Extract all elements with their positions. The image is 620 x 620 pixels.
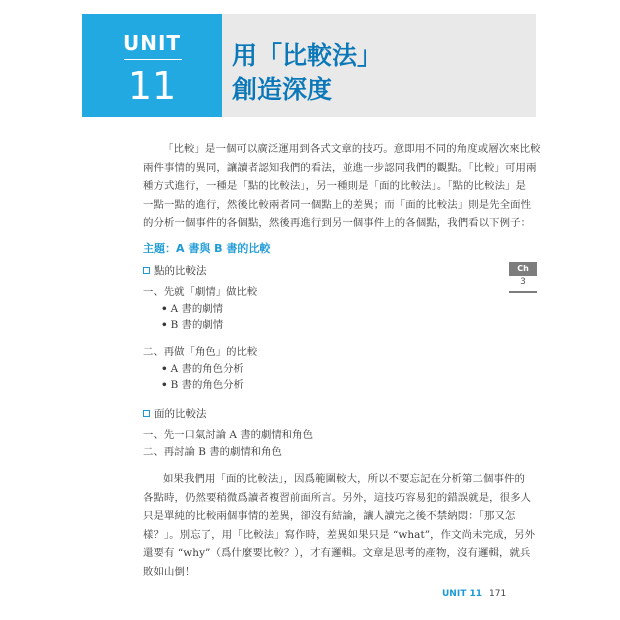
text-line: 如果我們用「面的比較法」，因爲範圍較大，所以不要忘記在分析第二個事件的 <box>163 473 525 485</box>
text-line: 還要有 “why”（爲什麼要比較？），才有邏輯。文章是思考的產物，沒有邏輯，就兵 <box>143 547 531 560</box>
chapter-tab-label: Ch <box>509 262 537 276</box>
bullet-text: B 書的角色分析 <box>170 379 244 391</box>
point-method-heading <box>143 263 207 278</box>
bullet-icon: • <box>161 363 168 375</box>
chapter-title-line2: 創造深度 <box>232 75 333 104</box>
bullet-text: A 書的劇情 <box>170 303 224 315</box>
chapter-tab-rule <box>509 291 537 293</box>
bullet-text: B 書的劇情 <box>170 319 224 331</box>
chapter-title-line1: 用「比較法」 <box>232 41 383 70</box>
chapter-title-block <box>222 14 536 117</box>
bullet-item <box>161 378 244 392</box>
face-method-heading <box>143 406 207 421</box>
list-item: 二、再做「角色」的比較 <box>143 346 258 358</box>
text-line: 兩件事情的異同，讓讀者認知我們的看法，並進一步認同我們的觀點。「比較」可用兩 <box>143 161 537 174</box>
conclusion-paragraph <box>143 470 536 582</box>
text-line: 各點時，仍然要稍微爲讀者複習前面所言。另外，這技巧容易犯的錯誤就是，很多人 <box>143 491 532 504</box>
bullet-item <box>161 362 244 376</box>
text-line: 「比較」是一個可以廣泛運用到各式文章的技巧。意即用不同的角度或層次來比較 <box>163 143 541 155</box>
unit-header-block <box>82 14 222 117</box>
bullet-icon: • <box>161 379 168 391</box>
face-method-label: 面的比較法 <box>154 408 207 420</box>
chapter-tab <box>509 262 537 294</box>
page-number: 171 <box>489 589 507 599</box>
bullet-text: A 書的角色分析 <box>170 363 244 375</box>
text-line: 一點一點的進行，然後比較兩者同一個點上的差異；而「面的比較法」則是先全面性 <box>143 198 532 211</box>
text-line: 只是單純的比較兩個事情的差異，卻沒有結論，讓人讀完之後不禁納悶：「那又怎 <box>143 510 516 523</box>
text-line: 的分析一個事件的各個點，然後再進行到另一個事件上的各個點，我們看以下例子： <box>143 217 532 230</box>
text-line: 樣？」。別忘了，用「比較法」寫作時，差異如果只是 “what”，作文尚未完成，另外 <box>143 528 536 541</box>
bullet-item <box>161 318 223 332</box>
checkbox-square-icon <box>143 410 150 417</box>
topic-heading: 主題：A 書與 B 書的比較 <box>143 242 271 255</box>
list-item: 二、再討論 B 書的劇情和角色 <box>143 446 282 458</box>
list-item: 一、先一口氣討論 A 書的劇情和角色 <box>143 429 313 441</box>
bullet-icon: • <box>161 303 168 315</box>
bullet-item <box>161 302 223 316</box>
point-method-label: 點的比較法 <box>154 265 207 277</box>
bullet-icon: • <box>161 319 168 331</box>
unit-number: 11 <box>127 64 177 108</box>
text-line: 種方式進行，一種是「點的比較法」，另一種則是「面的比較法」。「點的比較法」是 <box>143 180 527 193</box>
footer-unit-label: UNIT 11 <box>442 589 482 599</box>
chapter-tab-number: 3 <box>520 277 526 287</box>
unit-label: UNIT <box>122 31 182 55</box>
checkbox-square-icon <box>143 267 150 274</box>
list-item: 一、先就「劇情」做比較 <box>143 286 258 298</box>
text-line: 敗如山倒！ <box>143 565 196 578</box>
intro-paragraph <box>143 140 541 233</box>
unit-divider <box>124 59 182 60</box>
